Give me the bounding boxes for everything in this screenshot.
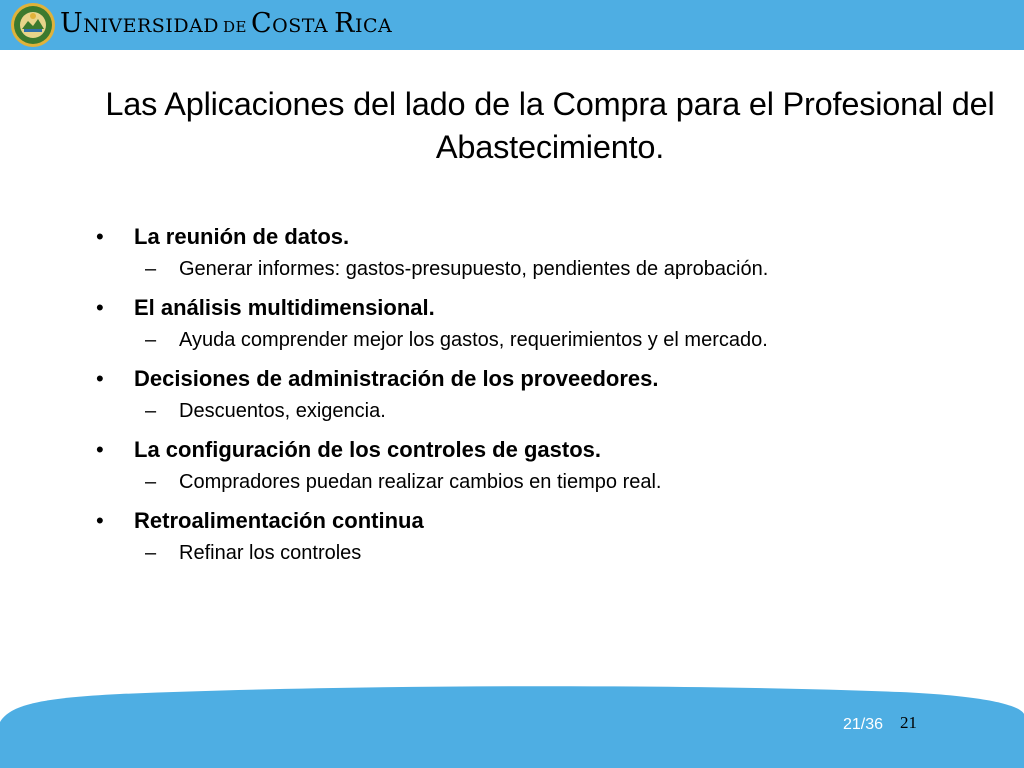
university-name[interactable] — [60, 8, 392, 43]
sub-marker: – — [145, 471, 157, 493]
bullet-marker: • — [96, 508, 104, 533]
bullet-item — [96, 504, 920, 538]
sub-text: Ayuda comprender mejor los gastos, requerimientos y el mercado. — [179, 329, 768, 351]
slide-title: Las Aplicaciones del lado de la Compra para el Profesional del Abastecimiento. — [105, 86, 995, 165]
university-name-rest2: OSTA — [272, 15, 329, 37]
university-name-r: R — [334, 8, 355, 39]
sub-item — [96, 397, 920, 426]
university-name-c: C — [251, 8, 273, 39]
bullet-marker: • — [96, 366, 104, 391]
sub-text: Descuentos, exigencia. — [179, 400, 386, 422]
university-name-rest3: ICA — [354, 15, 393, 37]
sub-item — [96, 326, 920, 355]
bullet-item — [96, 220, 920, 254]
sub-marker: – — [145, 400, 157, 422]
bullet-label: El análisis multidimensional. — [134, 295, 435, 320]
bullet-label: La configuración de los controles de gastos. — [134, 437, 601, 462]
sub-text: Refinar los controles — [179, 542, 362, 564]
bullet-item — [96, 291, 920, 325]
sub-marker: – — [145, 542, 157, 564]
bullet-label: La reunión de datos. — [134, 224, 350, 249]
sub-text: Compradores puedan realizar cambios en tiempo real. — [179, 471, 662, 493]
page-number: 21 — [900, 713, 917, 732]
university-seal-icon — [10, 2, 56, 48]
university-name-u: U — [60, 8, 84, 39]
bullet-marker: • — [96, 437, 104, 462]
sub-item — [96, 255, 920, 284]
slide-counter: 21/36 — [843, 716, 884, 733]
bullet-item — [96, 362, 920, 396]
bullet-marker: • — [96, 224, 104, 249]
bullet-label: Decisiones de administración de los proveedores. — [134, 366, 659, 391]
sub-marker: – — [145, 258, 157, 280]
sub-text: Generar informes: gastos-presupuesto, pendientes de aprobación. — [179, 258, 769, 280]
sub-item — [96, 539, 920, 568]
bullet-item — [96, 433, 920, 467]
university-name-rest1: NIVERSIDAD — [83, 15, 220, 37]
sub-item — [96, 468, 920, 497]
slide-content — [96, 220, 920, 575]
bullet-marker: • — [96, 295, 104, 320]
bullet-label: Retroalimentación continua — [134, 508, 424, 533]
sub-marker: – — [145, 329, 157, 351]
header-bar — [0, 0, 1024, 50]
university-name-de: DE — [223, 18, 247, 36]
